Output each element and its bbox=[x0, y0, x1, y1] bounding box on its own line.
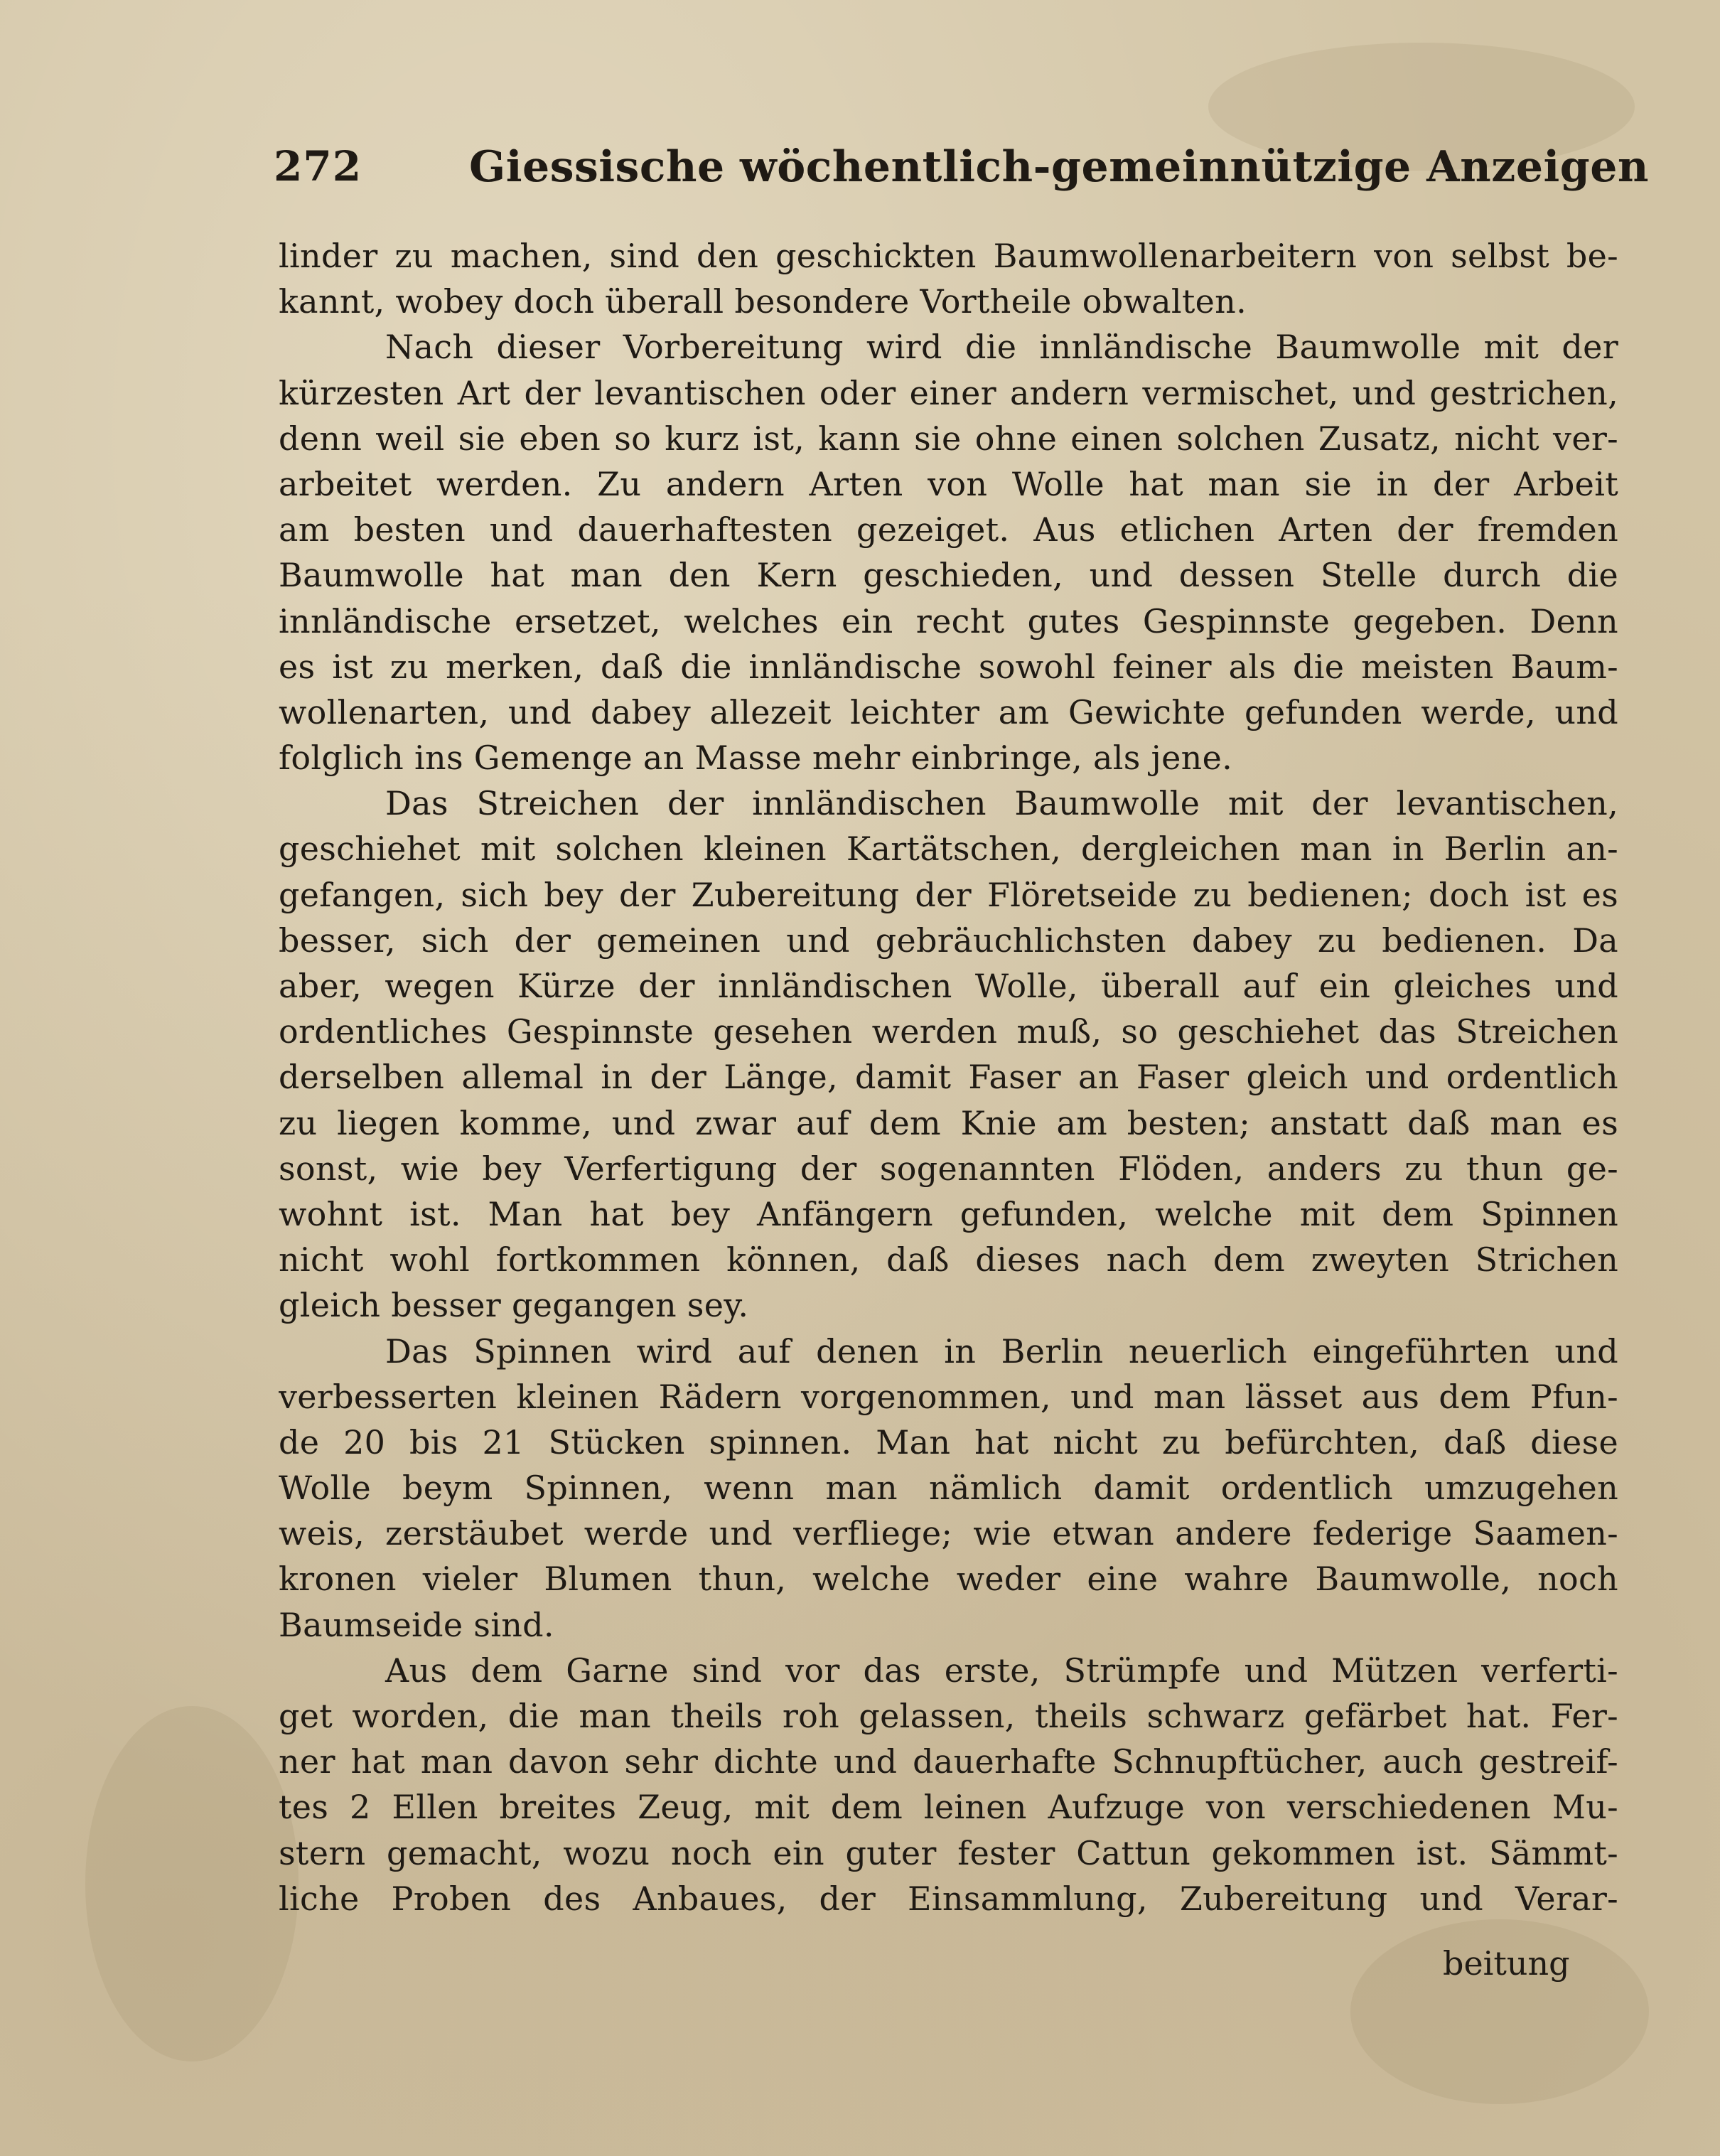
text-line: zu liegen komme, und zwar auf dem Knie am besten; anstatt daß man es bbox=[279, 1103, 1618, 1142]
text-line: ordentliches Gespinnste gesehen werden muß, so geschiehet das Streichen bbox=[279, 1012, 1618, 1051]
text-line: kannt, wobey doch überall besondere Vortheile obwalten. bbox=[279, 282, 1247, 321]
text-line: tes 2 Ellen breites Zeug, mit dem leinen Aufzuge von verschiedenen Mu- bbox=[279, 1788, 1618, 1827]
text-line: innländische ersetzet, welches ein recht gutes Gespinnste gegeben. Denn bbox=[279, 601, 1618, 640]
running-header bbox=[274, 142, 1650, 206]
text-line: besser, sich der gemeinen und gebräuchlichsten dabey zu bedienen. Da bbox=[279, 921, 1618, 960]
text-line: stern gemacht, wozu noch ein guter fester Cattun gekommen ist. Sämmt- bbox=[279, 1833, 1618, 1872]
text-line: ner hat man davon sehr dichte und dauerhafte Schnupftücher, auch gestreif- bbox=[279, 1742, 1618, 1781]
body-text bbox=[279, 233, 1618, 1921]
text-line: kronen vieler Blumen thun, welche weder eine wahre Baumwolle, noch bbox=[279, 1560, 1618, 1599]
text-line: am besten und dauerhaftesten gezeiget. Aus etlichen Arten der fremden bbox=[279, 510, 1618, 549]
text-line: Das Spinnen wird auf denen in Berlin neuerlich eingeführten und bbox=[385, 1331, 1618, 1371]
catchword: beitung bbox=[1443, 1944, 1570, 1983]
text-line: Baumseide sind. bbox=[279, 1605, 554, 1644]
text-line: Nach dieser Vorbereitung wird die innländische Baumwolle mit der bbox=[385, 328, 1618, 367]
text-line: weis, zerstäubet werde und verfliege; wie etwan andere federige Saamen- bbox=[279, 1514, 1618, 1553]
running-title: Giessische wöchentlich-gemeinnützige Anzeigen bbox=[469, 142, 1650, 192]
text-line: derselben allemal in der Länge, damit Faser an Faser gleich und ordentlich bbox=[279, 1058, 1618, 1097]
text-line: es ist zu merken, daß die innländische sowohl feiner als die meisten Baum- bbox=[279, 647, 1618, 686]
text-line: liche Proben des Anbaues, der Einsammlung, Zubereitung und Verar- bbox=[279, 1879, 1618, 1918]
text-line: gleich besser gegangen sey. bbox=[279, 1286, 749, 1325]
text-line: linder zu machen, sind den geschickten Baumwollenarbeitern von selbst be- bbox=[279, 237, 1618, 275]
text-line: wollenarten, und dabey allezeit leichter am Gewichte gefunden werde, und bbox=[279, 692, 1618, 731]
text-line: arbeitet werden. Zu andern Arten von Wolle hat man sie in der Arbeit bbox=[279, 464, 1618, 503]
text-line: Wolle beym Spinnen, wenn man nämlich damit ordentlich umzugehen bbox=[279, 1469, 1618, 1508]
text-line: verbesserten kleinen Rädern vorgenommen, und man lässet aus dem Pfun- bbox=[279, 1377, 1618, 1416]
text-line: geschiehet mit solchen kleinen Kartätschen, dergleichen man in Berlin an- bbox=[279, 830, 1618, 869]
text-line: sonst, wie bey Verfertigung der sogenannten Flöden, anders zu thun ge- bbox=[279, 1149, 1618, 1188]
text-line: Baumwolle hat man den Kern geschieden, und dessen Stelle durch die bbox=[279, 556, 1618, 595]
text-line: denn weil sie eben so kurz ist, kann sie ohne einen solchen Zusatz, nicht ver- bbox=[279, 419, 1618, 458]
text-line: get worden, die man theils roh gelassen, theils schwarz gefärbet hat. Fer- bbox=[279, 1697, 1618, 1735]
text-line: de 20 bis 21 Stücken spinnen. Man hat nicht zu befürchten, daß diese bbox=[279, 1422, 1618, 1462]
text-line: Das Streichen der innländischen Baumwolle mit der levantischen, bbox=[385, 784, 1618, 823]
text-line: kürzesten Art der levantischen oder einer andern vermischet, und gestrichen, bbox=[279, 373, 1618, 412]
text-line: nicht wohl fortkommen können, daß dieses nach dem zweyten Strichen bbox=[279, 1240, 1618, 1280]
text-line: wohnt ist. Man hat bey Anfängern gefunden, welche mit dem Spinnen bbox=[279, 1194, 1618, 1233]
text-line: gefangen, sich bey der Zubereitung der Flöretseide zu bedienen; doch ist es bbox=[279, 875, 1618, 914]
page-number: 272 bbox=[274, 142, 362, 191]
text-line: Aus dem Garne sind vor das erste, Strümpfe und Mützen verferti- bbox=[385, 1651, 1618, 1690]
paper-stain bbox=[85, 1706, 299, 2061]
text-line: folglich ins Gemenge an Masse mehr einbringe, als jene. bbox=[279, 739, 1233, 778]
text-line: aber, wegen Kürze der innländischen Wolle, überall auf ein gleiches und bbox=[279, 967, 1618, 1005]
